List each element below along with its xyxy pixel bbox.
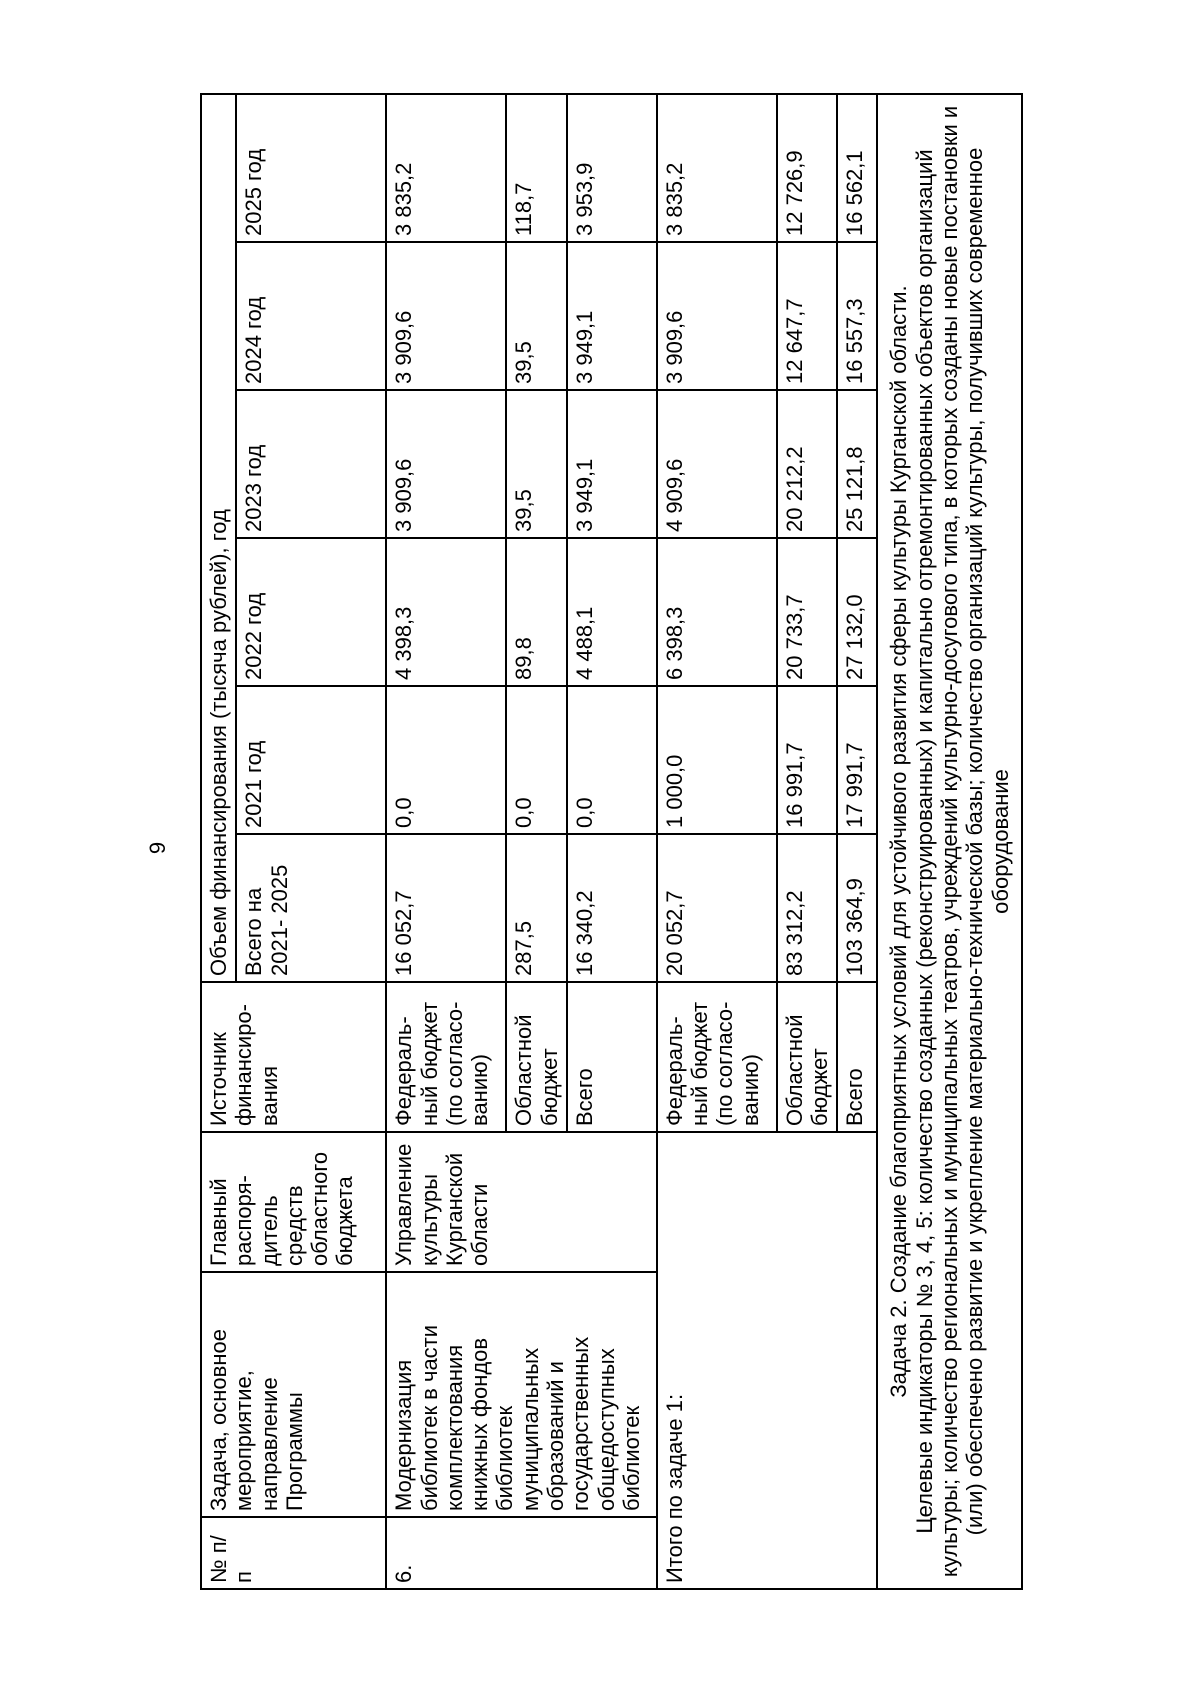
totals-total: 20 052,7 xyxy=(657,834,777,982)
task2-cell xyxy=(877,94,1021,1589)
totals-2025: 16 562,1 xyxy=(837,94,877,242)
header-2024: 2024 год xyxy=(236,242,386,390)
row6-source: Федераль- ный бюджет (по согласо- ванию) xyxy=(386,982,506,1132)
row6-2022: 4 488,1 xyxy=(567,538,657,686)
header-source: Источник финансиро- вания xyxy=(201,982,386,1132)
row6-2024: 3 949,1 xyxy=(567,242,657,390)
row6-total: 16 340,2 xyxy=(567,834,657,982)
totals-2022: 20 733,7 xyxy=(777,538,838,686)
row6-source: Всего xyxy=(567,982,657,1132)
header-task: Задача, основное мероприятие, направление Программы xyxy=(201,1272,386,1517)
row6-2024: 3 909,6 xyxy=(386,242,506,390)
totals-2023: 20 212,2 xyxy=(777,390,838,538)
totals-source: Областной бюджет xyxy=(777,982,838,1132)
row6-2023: 3 909,6 xyxy=(386,390,506,538)
totals-2021: 1 000,0 xyxy=(657,686,777,834)
totals-total: 83 312,2 xyxy=(777,834,838,982)
totals-total: 103 364,9 xyxy=(837,834,877,982)
header-num: № п/ п xyxy=(201,1517,386,1589)
row6-num: 6. xyxy=(386,1517,657,1589)
totals-2024: 16 557,3 xyxy=(837,242,877,390)
header-volume: Объем финансирования (тысяча рублей), год xyxy=(201,94,236,982)
table-row xyxy=(657,94,777,1589)
row6-2025: 118,7 xyxy=(506,94,567,242)
row6-total: 16 052,7 xyxy=(386,834,506,982)
header-total: Всего на 2021- 2025 xyxy=(236,834,386,982)
row6-2025: 3 953,9 xyxy=(567,94,657,242)
row6-source: Областной бюджет xyxy=(506,982,567,1132)
totals-2023: 4 909,6 xyxy=(657,390,777,538)
task2-indicators: Целевые индикаторы № 3, 4, 5: количество созданных (реконструированных) и капитально отремонтированных объектов организаций культуры; количество региональных и муниципальных театров, учреждений культурно-досугового типа, в которых созданы новые постановки и (или) обеспечено развитие и укрепление материально-технической базы; количество организаций культуры, получивших современное оборудование xyxy=(911,105,1013,1578)
totals-2022: 27 132,0 xyxy=(837,538,877,686)
totals-2024: 12 647,7 xyxy=(777,242,838,390)
header-2021: 2021 год xyxy=(236,686,386,834)
header-2025: 2025 год xyxy=(236,94,386,242)
row6-2022: 89,8 xyxy=(506,538,567,686)
row6-2023: 3 949,1 xyxy=(567,390,657,538)
row6-2022: 4 398,3 xyxy=(386,538,506,686)
totals-2023: 25 121,8 xyxy=(837,390,877,538)
table-row xyxy=(386,94,506,1589)
row6-2021: 0,0 xyxy=(506,686,567,834)
totals-2021: 17 991,7 xyxy=(837,686,877,834)
page-number: 9 xyxy=(145,841,170,855)
totals-label: Итого по задаче 1: xyxy=(657,1132,878,1589)
task2-title: Задача 2. Создание благоприятных условий для устойчивого развития сферы культуры Курганской области. xyxy=(886,285,912,1398)
row6-task: Модернизация библиотек в части комплектования книжных фондов библиотек муниципальных образований и государственных общедоступных библиотек xyxy=(386,1272,657,1517)
totals-2024: 3 909,6 xyxy=(657,242,777,390)
row6-2023: 39,5 xyxy=(506,390,567,538)
row6-manager: Управление культуры Курганской области xyxy=(386,1132,657,1272)
row6-2025: 3 835,2 xyxy=(386,94,506,242)
header-2022: 2022 год xyxy=(236,538,386,686)
header-manager: Главный распоря- дитель средств областного бюджета xyxy=(201,1132,386,1272)
totals-2025: 12 726,9 xyxy=(777,94,838,242)
totals-2025: 3 835,2 xyxy=(657,94,777,242)
row6-2021: 0,0 xyxy=(386,686,506,834)
header-row-1 xyxy=(201,94,236,1589)
header-2023: 2023 год xyxy=(236,390,386,538)
row6-2024: 39,5 xyxy=(506,242,567,390)
row6-total: 287,5 xyxy=(506,834,567,982)
task2-row xyxy=(877,94,1021,1589)
totals-2021: 16 991,7 xyxy=(777,686,838,834)
totals-source: Федераль- ный бюджет (по согласо- ванию) xyxy=(657,982,777,1132)
rotated-content xyxy=(200,95,1130,1590)
totals-source: Всего xyxy=(837,982,877,1132)
totals-2022: 6 398,3 xyxy=(657,538,777,686)
row6-2021: 0,0 xyxy=(567,686,657,834)
financing-table xyxy=(200,93,1023,1590)
